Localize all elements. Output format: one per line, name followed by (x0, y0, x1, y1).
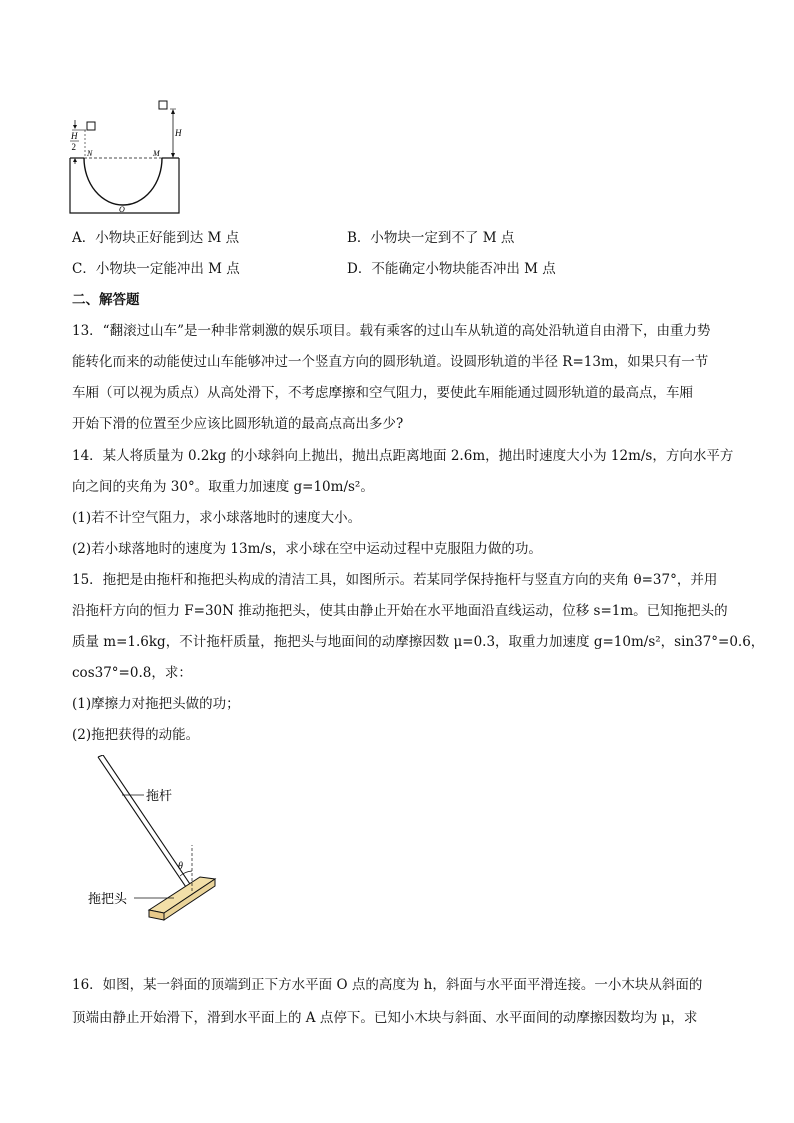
q15-line: 15．拖把是由拖杆和拖把头构成的清洁工具，如图所示。若某同学保持拖杆与竖直方向的夹角 θ=37°，并用 (72, 572, 718, 588)
q12-option-b: B．小物块一定到不了 M 点 (347, 230, 515, 246)
q13-line: 车厢（可以视为质点）从高处滑下，不考虑摩擦和空气阻力，要使此车厢能通过圆形轨道的最高点，车厢 (72, 385, 693, 401)
fig12-label-h: H (175, 128, 182, 138)
fig15-label-theta: θ (178, 861, 183, 872)
fig12-label-n: N (87, 149, 93, 158)
q13-line: 13．“翻滚过山车”是一种非常刺激的娱乐项目。载有乘客的过山车从轨道的高处沿轨道自由滑下，由重力势 (72, 323, 711, 339)
q15-line: cos37°=0.8，求： (72, 665, 192, 681)
q14-line: 向之间的夹角为 30°。取重力加速度 g=10m/s²。 (72, 479, 374, 495)
fig12-label-h-den: 2 (71, 142, 76, 152)
q12-option-d: D．不能确定小物块能否冲出 M 点 (347, 261, 556, 277)
q12-option-c: C．小物块一定能冲出 M 点 (72, 261, 240, 277)
q15-line: 沿拖杆方向的恒力 F=30N 推动拖把头，使其由静止开始在水平地面沿直线运动，位移 s=1m。已知拖把头的 (72, 603, 728, 619)
mop-figure (84, 755, 234, 935)
fig12-label-h-num: H (71, 131, 78, 141)
q14-line: (1)若不计空气阻力，求小球落地时的速度大小。 (72, 510, 362, 526)
section-title: 二、解答题 (72, 292, 140, 308)
q16-line: 顶端由静止开始滑下，滑到水平面上的 A 点停下。已知小木块与斜面、水平面间的动摩擦因数均为 μ，求 (72, 1010, 698, 1026)
q14-line: (2)若小球落地时的速度为 13m/s，求小球在空中运动过程中克服阻力做的功。 (72, 541, 542, 557)
fig15-label-head: 拖把头 (88, 891, 128, 906)
semicircle-track-figure (66, 98, 186, 216)
q15-line: 质量 m=1.6kg，不计拖杆质量，拖把头与地面间的动摩擦因数 μ=0.3，取重力加速度 g=10m/s²，sin37°=0.6， (72, 634, 765, 650)
q16-line: 16．如图，某一斜面的顶端到正下方水平面 O 点的高度为 h，斜面与水平面平滑连接。一小木块从斜面的 (72, 977, 703, 993)
q13-line: 开始下滑的位置至少应该比圆形轨道的最高点高出多少? (72, 416, 404, 432)
fig12-label-o: O (119, 205, 125, 214)
q12-option-a: A．小物块正好能到达 M 点 (72, 230, 240, 246)
q15-line: (1)摩擦力对拖把头做的功； (72, 696, 240, 712)
q15-line: (2)拖把获得的动能。 (72, 727, 200, 743)
q14-line: 14．某人将质量为 0.2kg 的小球斜向上抛出，抛出点距离地面 2.6m，抛出时速度大小为 12m/s，方向水平方 (72, 448, 734, 464)
q13-line: 能转化而来的动能使过山车能够冲过一个竖直方向的圆形轨道。设圆形轨道的半径 R=13m，如果只有一节 (72, 354, 709, 370)
fig12-label-m: M (153, 149, 160, 158)
fig15-label-pole: 拖杆 (146, 788, 173, 803)
